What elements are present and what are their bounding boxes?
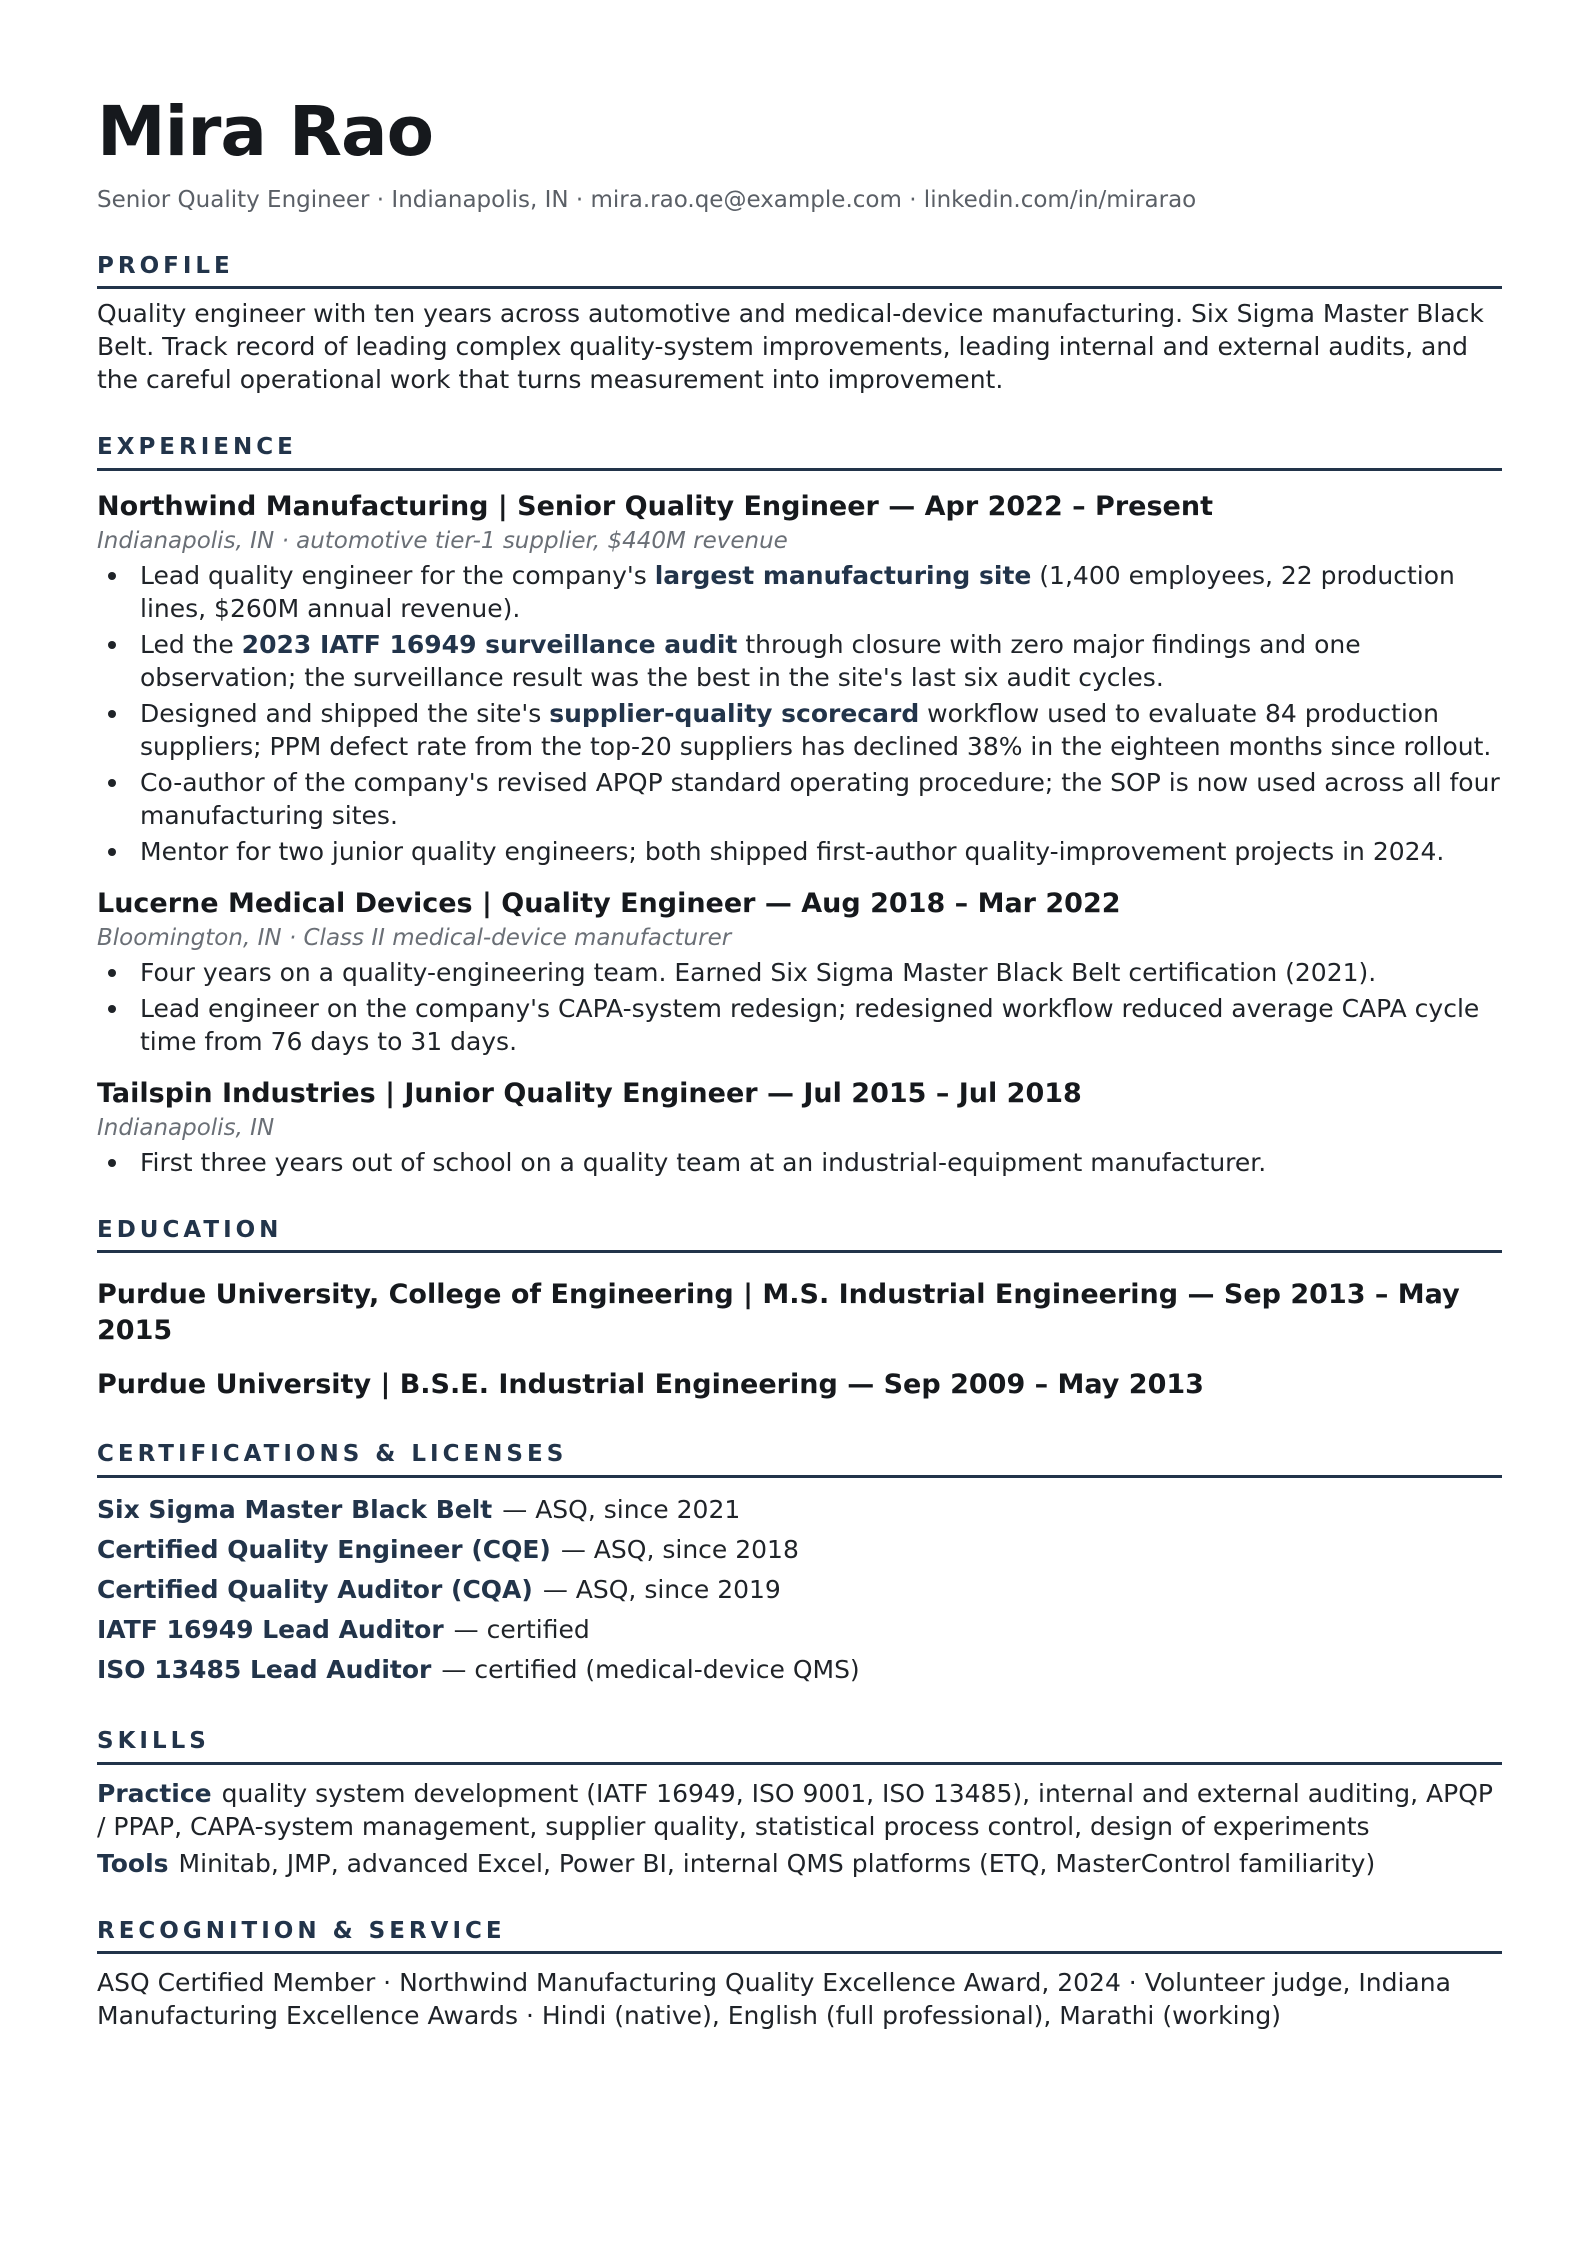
certification-name: IATF 16949 Lead Auditor: [97, 1614, 444, 1644]
bullet-icon: [108, 848, 116, 856]
job-bullets: [97, 1146, 1502, 1179]
bullet-text: Designed and shipped the site's: [140, 698, 550, 728]
certification-name: ISO 13485 Lead Auditor: [97, 1654, 432, 1684]
section-title-recognition: RECOGNITION & SERVICE: [97, 1918, 1502, 1955]
job-meta: Indianapolis, IN · automotive tier-1 supplier, $440M revenue: [97, 527, 788, 554]
skills-list: [97, 1777, 1502, 1880]
certification-detail: — certified (medical-device QMS): [441, 1654, 860, 1684]
profile-section: [97, 253, 1502, 397]
job-entry: [97, 1076, 1502, 1179]
certification-list: [97, 1490, 1502, 1690]
certification-detail: — ASQ, since 2021: [502, 1494, 741, 1524]
education-section: [97, 1217, 1502, 1404]
certification-detail: — ASQ, since 2018: [560, 1534, 799, 1564]
recognition-text: ASQ Certified Member · Northwind Manufacturing Quality Excellence Award, 2024 · Volunteer judge, Indiana Manufacturing Excellence Awards · Hindi (native), English (full professional), Marathi (working): [97, 1968, 1451, 2031]
skill-row: [97, 1847, 1502, 1880]
bullet-item: [97, 835, 1502, 868]
job-heading: Tailspin Industries | Junior Quality Engineer — Jul 2015 – Jul 2018: [97, 1077, 1082, 1109]
bullet-text: First three years out of school on a quality team at an industrial-equipment manufacturer.: [140, 1147, 1267, 1177]
bullet-text: Co-author of the company's revised APQP standard operating procedure; the SOP is now used across all four manufacturing sites.: [140, 767, 1500, 830]
bullet-item: [97, 628, 1502, 694]
bullet-item: [97, 1146, 1502, 1179]
section-title-profile: PROFILE: [97, 253, 1502, 290]
job-entry: [97, 489, 1502, 868]
bullet-item: [97, 559, 1502, 625]
certification-name: Six Sigma Master Black Belt: [97, 1494, 493, 1524]
section-title-certifications: CERTIFICATIONS & LICENSES: [97, 1441, 1502, 1478]
skill-text: quality system development (IATF 16949, ISO 9001, ISO 13485), internal and external auditing, APQP / PPAP, CAPA-system management, supplier quality, statistical process control, design of experiments: [97, 1778, 1493, 1841]
bullet-text: Lead engineer on the company's CAPA-system redesign; redesigned workflow reduced average CAPA cycle time from 76 days to 31 days.: [140, 993, 1480, 1056]
bullet-icon: [108, 1005, 116, 1013]
bullet-item: [97, 992, 1502, 1058]
certification-item: [97, 1530, 1502, 1570]
bullet-icon: [108, 572, 116, 580]
bullet-item: [97, 697, 1502, 763]
job-entry: [97, 886, 1502, 1058]
resume-page: [97, 92, 1502, 2032]
certification-detail: — certified: [453, 1614, 590, 1644]
bullet-text: Led the: [140, 629, 242, 659]
bullet-highlight: supplier-quality scorecard: [549, 698, 920, 728]
section-title-skills: SKILLS: [97, 1728, 1502, 1765]
education-entry: Purdue University, College of Engineering | M.S. Industrial Engineering — Sep 2013 – May 2015: [97, 1279, 1460, 1347]
job-meta: Indianapolis, IN: [97, 1114, 275, 1141]
profile-text: Quality engineer with ten years across automotive and medical-device manufacturing. Six Sigma Master Black Belt. Track record of leading complex quality-system improvements, leading internal and external audits, and the careful operational work that turns measurement into improvement.: [97, 299, 1484, 395]
certification-name: Certified Quality Auditor (CQA): [97, 1574, 533, 1604]
job-meta: Bloomington, IN · Class II medical-device manufacturer: [97, 924, 732, 951]
bullet-text: Four years on a quality-engineering team. Earned Six Sigma Master Black Belt certification (2021).: [140, 957, 1377, 987]
section-title-education: EDUCATION: [97, 1217, 1502, 1254]
bullet-text: workflow used to evaluate 84 production suppliers; PPM defect rate from the top-20 suppliers has declined 38% in the eighteen months since rollout.: [140, 698, 1492, 761]
education-entry: Purdue University | B.S.E. Industrial Engineering — Sep 2009 – May 2013: [97, 1369, 1204, 1401]
certification-item: [97, 1570, 1502, 1610]
skill-text: Minitab, JMP, advanced Excel, Power BI, internal QMS platforms (ETQ, MasterControl familiarity): [178, 1848, 1376, 1878]
experience-section: [97, 434, 1502, 1179]
skill-label: Tools: [97, 1848, 169, 1878]
certification-detail: — ASQ, since 2019: [542, 1574, 781, 1604]
bullet-highlight: 2023 IATF 16949 surveillance audit: [241, 629, 738, 659]
job-heading: Lucerne Medical Devices | Quality Engineer — Aug 2018 – Mar 2022: [97, 887, 1121, 919]
candidate-name: Mira Rao: [97, 92, 434, 172]
bullet-icon: [108, 641, 116, 649]
certification-item: [97, 1610, 1502, 1650]
contact-line: Senior Quality Engineer · Indianapolis, IN · mira.rao.qe@example.com · linkedin.com/in/mirarao: [97, 187, 1197, 213]
bullet-item: [97, 766, 1502, 832]
bullet-icon: [108, 1159, 116, 1167]
certification-name: Certified Quality Engineer (CQE): [97, 1534, 551, 1564]
recognition-section: [97, 1918, 1502, 2033]
section-title-experience: EXPERIENCE: [97, 434, 1502, 471]
skills-section: [97, 1728, 1502, 1880]
certification-item: [97, 1650, 1502, 1690]
bullet-text: through closure with zero major findings and one observation; the surveillance result was the best in the site's last six audit cycles.: [140, 629, 1361, 692]
skill-row: [97, 1777, 1502, 1843]
job-bullets: [97, 559, 1502, 868]
bullet-text: (1,400 employees, 22 production lines, $260M annual revenue).: [140, 560, 1455, 623]
bullet-icon: [108, 779, 116, 787]
job-heading: Northwind Manufacturing | Senior Quality Engineer — Apr 2022 – Present: [97, 490, 1213, 522]
bullet-icon: [108, 710, 116, 718]
bullet-icon: [108, 969, 116, 977]
skill-label: Practice: [97, 1778, 212, 1808]
bullet-text: Lead quality engineer for the company's: [140, 560, 655, 590]
certifications-section: [97, 1441, 1502, 1690]
bullet-highlight: largest manufacturing site: [654, 560, 1032, 590]
certification-item: [97, 1490, 1502, 1530]
job-bullets: [97, 956, 1502, 1058]
bullet-item: [97, 956, 1502, 989]
bullet-text: Mentor for two junior quality engineers; both shipped first-author quality-improvement projects in 2024.: [140, 836, 1445, 866]
